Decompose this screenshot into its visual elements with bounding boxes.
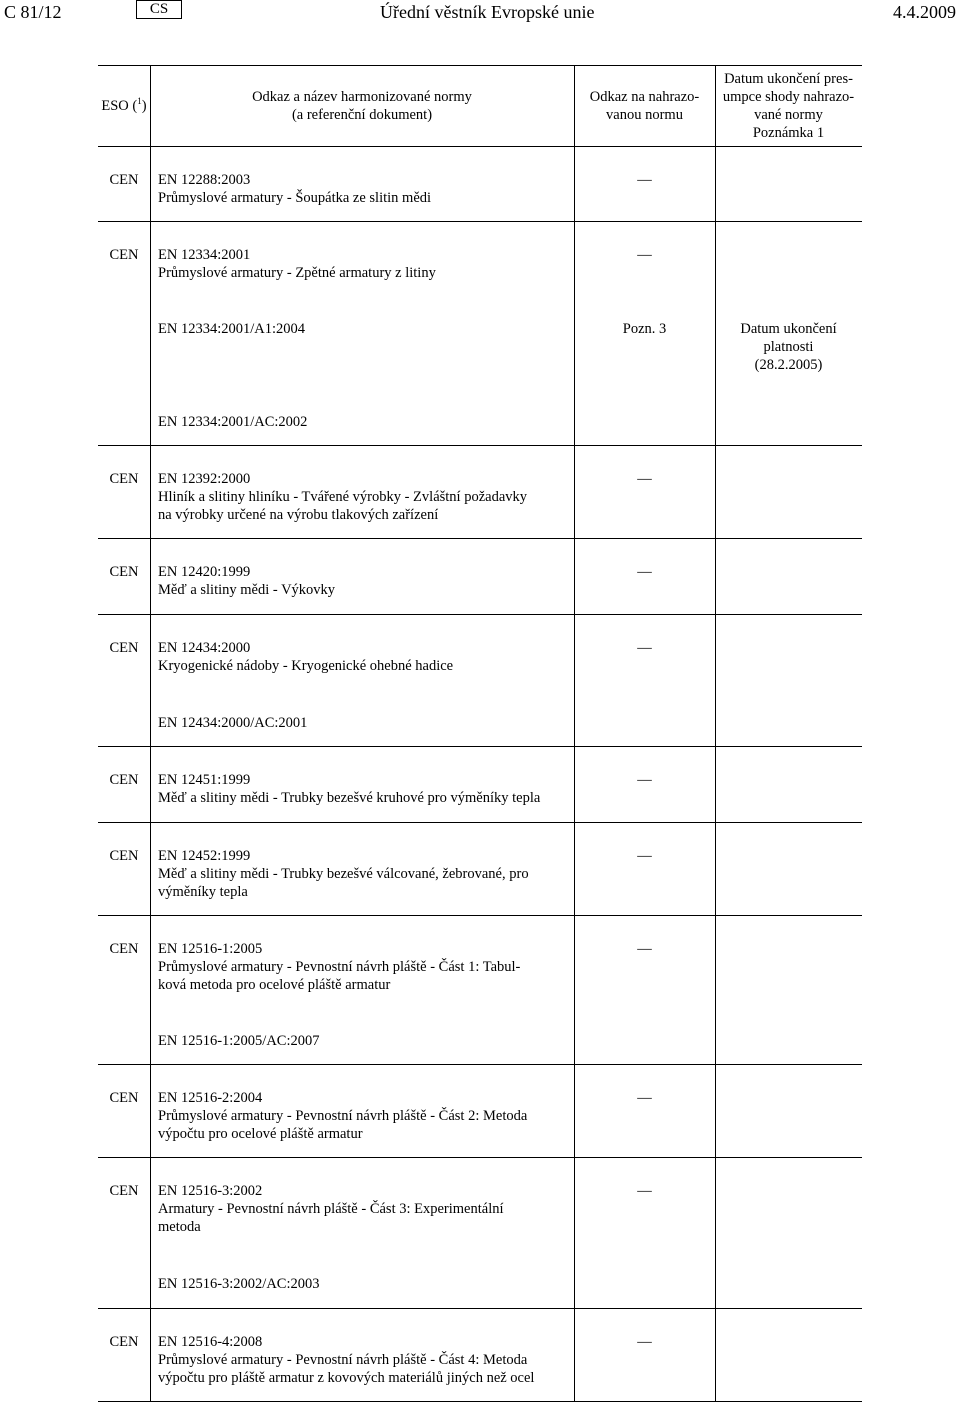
column-divider xyxy=(574,823,575,915)
table-body xyxy=(98,147,862,1402)
reference-cell xyxy=(158,171,568,207)
eso-cell: CEN xyxy=(109,1334,139,1350)
table-row xyxy=(98,222,862,296)
table-row xyxy=(98,1008,862,1064)
cessation-date-line: (28.2.2005) xyxy=(754,357,823,373)
standard-title-line: Měď a slitiny mědi - Výkovky xyxy=(158,582,336,598)
standard-code: EN 12516-1:2005 xyxy=(158,941,263,957)
table-row xyxy=(98,539,862,614)
reference-cell xyxy=(158,246,568,282)
table-row xyxy=(98,916,862,1008)
column-divider xyxy=(150,222,151,445)
table-row xyxy=(98,690,862,746)
superseded-cell: Pozn. 3 xyxy=(622,321,667,337)
standard-code: EN 12288:2003 xyxy=(158,172,251,188)
reference-cell xyxy=(158,940,568,994)
standard-title-line: na výrobky určené na výrobu tlakových zařízení xyxy=(158,507,439,523)
superseded-cell: — xyxy=(637,247,652,263)
superseded-cell: — xyxy=(637,941,652,957)
table-group xyxy=(98,1158,862,1309)
reference-cell xyxy=(158,847,568,901)
standard-title-line: výpočtu pro ocelové pláště armatur xyxy=(158,1126,363,1142)
eso-cell: CEN xyxy=(109,247,139,263)
standard-title-line: Průmyslové armatury - Pevnostní návrh pláště - Část 1: Tabul- xyxy=(158,959,521,975)
reference-cell xyxy=(158,1275,568,1293)
superseded-cell: — xyxy=(637,564,652,580)
page-number: C 81/12 xyxy=(4,2,62,22)
column-divider xyxy=(574,446,575,538)
standard-title-line: výměníky tepla xyxy=(158,884,248,900)
column-divider xyxy=(715,916,716,1064)
standard-code: EN 12516-4:2008 xyxy=(158,1334,263,1350)
table-header xyxy=(98,65,862,147)
column-divider xyxy=(715,1065,716,1157)
column-divider xyxy=(715,615,716,746)
journal-title: Úřední věstník Evropské unie xyxy=(380,2,595,22)
reference-cell xyxy=(158,1089,568,1143)
reference-cell xyxy=(158,639,568,675)
column-divider xyxy=(574,1309,575,1401)
reference-cell xyxy=(158,413,568,431)
column-divider xyxy=(150,1158,151,1308)
reference-cell xyxy=(158,1032,568,1050)
column-divider xyxy=(150,446,151,538)
header-eso: ESO ($^1$) xyxy=(101,96,147,114)
column-divider xyxy=(574,1158,575,1308)
column-divider xyxy=(574,747,575,822)
reference-cell xyxy=(158,320,568,338)
superseded-cell: — xyxy=(637,1334,652,1350)
table-row xyxy=(98,296,862,389)
column-divider xyxy=(150,1065,151,1157)
table-row xyxy=(98,823,862,915)
standard-code: EN 12516-2:2004 xyxy=(158,1090,263,1106)
column-divider xyxy=(574,1065,575,1157)
superseded-cell: — xyxy=(637,471,652,487)
column-divider xyxy=(150,823,151,915)
eso-cell: CEN xyxy=(109,941,139,957)
standard-code: EN 12516-3:2002/AC:2003 xyxy=(158,1276,320,1292)
table-group xyxy=(98,147,862,222)
table-group xyxy=(98,446,862,539)
eso-cell: CEN xyxy=(109,564,139,580)
reference-cell xyxy=(158,1333,568,1387)
table-group xyxy=(98,1309,862,1402)
column-divider xyxy=(715,147,716,221)
standard-code: EN 12434:2000 xyxy=(158,640,251,656)
table-group xyxy=(98,823,862,916)
column-divider xyxy=(150,916,151,1064)
column-divider xyxy=(574,539,575,614)
eso-cell: CEN xyxy=(109,172,139,188)
superseded-cell: — xyxy=(637,772,652,788)
column-divider xyxy=(715,823,716,915)
column-divider xyxy=(150,615,151,746)
table-group xyxy=(98,747,862,823)
table-row xyxy=(98,747,862,822)
superseded-cell: — xyxy=(637,1090,652,1106)
column-divider xyxy=(574,916,575,1064)
column-divider xyxy=(150,539,151,614)
table-row xyxy=(98,1251,862,1308)
eso-cell: CEN xyxy=(109,1183,139,1199)
cessation-date-line: platnosti xyxy=(763,339,814,355)
issue-date: 4.4.2009 xyxy=(893,2,956,22)
header-superseded: Odkaz na nahrazo- vanou normu xyxy=(589,89,700,123)
superseded-cell: — xyxy=(637,172,652,188)
standard-code: EN 12452:1999 xyxy=(158,848,251,864)
column-divider xyxy=(715,1309,716,1401)
standards-table xyxy=(98,65,862,1402)
reference-cell xyxy=(158,771,568,807)
language-badge: CS xyxy=(136,0,182,19)
standard-title-line: Kryogenické nádoby - Kryogenické ohebné hadice xyxy=(158,658,454,674)
column-divider xyxy=(574,222,575,445)
eso-cell: CEN xyxy=(109,1090,139,1106)
standard-code: EN 12334:2001 xyxy=(158,247,251,263)
standard-title-line: ková metoda pro ocelové pláště armatur xyxy=(158,977,391,993)
header-cessation-date: Datum ukončení pres- umpce shody nahrazo- vané normy Poznámka 1 xyxy=(722,71,855,141)
table-row xyxy=(98,1065,862,1157)
reference-cell xyxy=(158,714,568,732)
table-row xyxy=(98,1158,862,1251)
column-divider xyxy=(150,1309,151,1401)
column-divider xyxy=(574,615,575,746)
table-row xyxy=(98,147,862,221)
superseded-cell: — xyxy=(637,848,652,864)
table-group xyxy=(98,916,862,1065)
reference-cell xyxy=(158,1182,568,1236)
reference-cell xyxy=(158,470,568,524)
table-row xyxy=(98,446,862,538)
cessation-date-line: Datum ukončení xyxy=(740,321,837,337)
standard-code: EN 12334:2001/AC:2002 xyxy=(158,414,308,430)
table-group xyxy=(98,222,862,446)
standard-title-line: Hliník a slitiny hliníku - Tvářené výrobky - Zvláštní požadavky xyxy=(158,489,528,505)
cessation-date-cell xyxy=(715,320,862,374)
standard-code: EN 12516-1:2005/AC:2007 xyxy=(158,1033,320,1049)
superseded-cell: — xyxy=(637,640,652,656)
standard-code: EN 12392:2000 xyxy=(158,471,251,487)
standard-title-line: Měď a slitiny mědi - Trubky bezešvé válcované, žebrované, pro xyxy=(158,866,529,882)
standard-title-line: výpočtu pro pláště armatur z kovových materiálů jiných než ocel xyxy=(158,1370,535,1386)
header-reference: Odkaz a název harmonizované normy (a referenční dokument) xyxy=(252,89,472,123)
column-divider xyxy=(715,222,716,445)
column-divider xyxy=(715,747,716,822)
table-group xyxy=(98,1065,862,1158)
standard-title-line: Měď a slitiny mědi - Trubky bezešvé kruhové pro výměníky tepla xyxy=(158,790,541,806)
standard-code: EN 12334:2001/A1:2004 xyxy=(158,321,306,337)
column-divider xyxy=(715,1158,716,1308)
table-row xyxy=(98,615,862,690)
standard-title-line: Průmyslové armatury - Pevnostní návrh pláště - Část 2: Metoda xyxy=(158,1108,528,1124)
column-divider xyxy=(150,147,151,221)
column-divider xyxy=(150,747,151,822)
table-group xyxy=(98,615,862,747)
standard-code: EN 12434:2000/AC:2001 xyxy=(158,715,308,731)
table-row xyxy=(98,389,862,445)
standard-title-line: Průmyslové armatury - Šoupátka ze slitin mědi xyxy=(158,190,432,206)
standard-title-line: Průmyslové armatury - Zpětné armatury z litiny xyxy=(158,265,436,281)
standard-code: EN 12420:1999 xyxy=(158,564,251,580)
column-divider xyxy=(574,66,575,146)
eso-cell: CEN xyxy=(109,772,139,788)
table-row xyxy=(98,1309,862,1401)
column-divider xyxy=(150,66,151,146)
superseded-cell: — xyxy=(637,1183,652,1199)
running-head xyxy=(0,0,960,24)
standard-title-line: metoda xyxy=(158,1219,201,1235)
eso-cell: CEN xyxy=(109,640,139,656)
eso-cell: CEN xyxy=(109,471,139,487)
standard-code: EN 12451:1999 xyxy=(158,772,251,788)
table-group xyxy=(98,539,862,615)
standard-code: EN 12516-3:2002 xyxy=(158,1183,263,1199)
column-divider xyxy=(715,446,716,538)
eso-cell: CEN xyxy=(109,848,139,864)
column-divider xyxy=(715,66,716,146)
column-divider xyxy=(574,147,575,221)
standard-title-line: Průmyslové armatury - Pevnostní návrh pláště - Část 4: Metoda xyxy=(158,1352,528,1368)
standard-title-line: Armatury - Pevnostní návrh pláště - Část 3: Experimentální xyxy=(158,1201,504,1217)
column-divider xyxy=(715,539,716,614)
reference-cell xyxy=(158,563,568,599)
